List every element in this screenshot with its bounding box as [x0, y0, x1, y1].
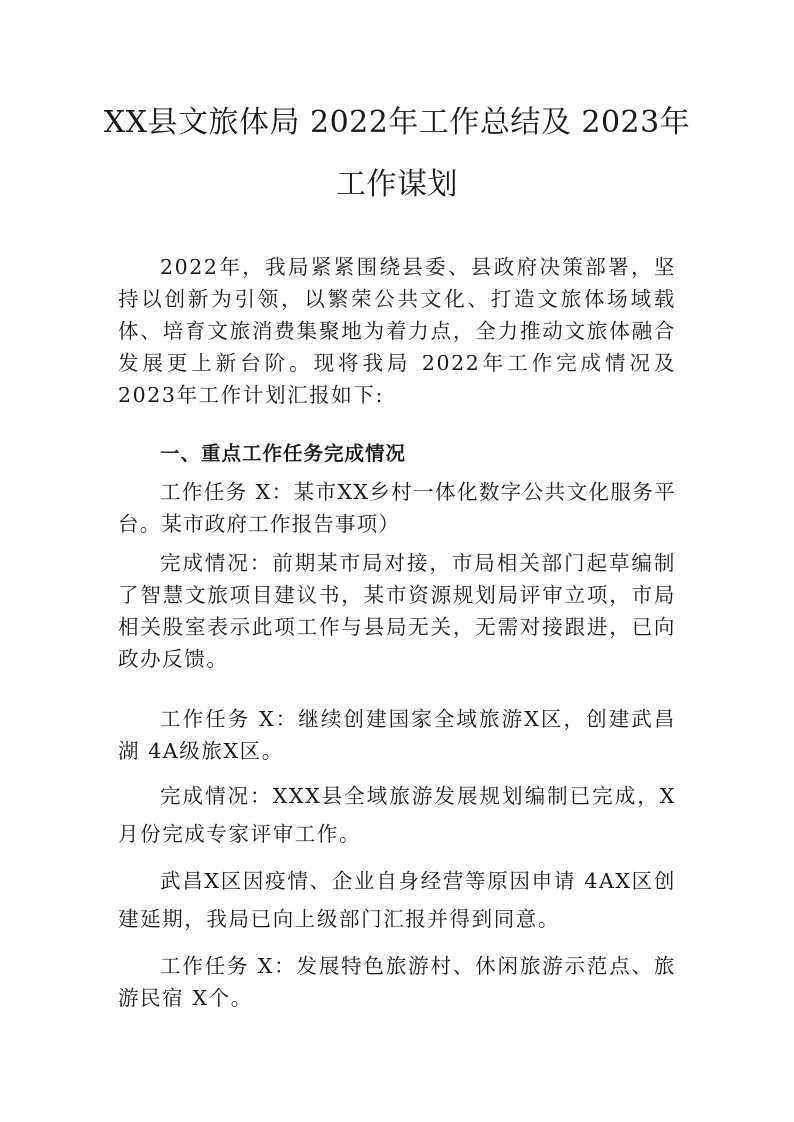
intro-paragraph: 2022年，我局紧紧围绕县委、县政府决策部署，坚持以创新为引领，以繁荣公共文化、打造文旅体场域载体、培育文旅消费集聚地为着力点，全力推动文旅体融合发展更上新台阶。现将我局 2022年工作完成情况及 2023年工作计划汇报如下: [118, 255, 676, 407]
document-title-line2: 工作谋划 [336, 167, 458, 202]
task-2-paragraph: 工作任务 X：继续创建国家全域旅游X区，创建武昌湖 4A级旅X区。 [118, 707, 676, 763]
section-heading-1: 一、重点工作任务完成情况 [160, 442, 407, 465]
document-title-line1: XX县文旅体局 2022年工作总结及 2023年 [103, 105, 691, 140]
task-1-status-paragraph: 完成情况：前期某市局对接，市局相关部门起草编制了智慧文旅项目建议书，某市资源规划局评审立项，市局相关股室表示此项工作与县局无关，无需对接跟进，已向政办反馈。 [118, 551, 676, 671]
task-3-paragraph: 工作任务 X：发展特色旅游村、休闲旅游示范点、旅游民宿 X个。 [118, 954, 676, 1010]
task-2-status-paragraph: 完成情况：XXX县全域旅游发展规划编制已完成，X月份完成专家评审工作。 [118, 784, 676, 846]
task-2-note-paragraph: 武昌X区因疫情、企业自身经营等原因申请 4AX区创建延期，我局已向上级部门汇报并得到同意。 [118, 869, 676, 931]
task-1-paragraph: 工作任务 X：某市XX乡村一体化数字公共文化服务平台。某市政府工作报告事项） [118, 480, 676, 536]
